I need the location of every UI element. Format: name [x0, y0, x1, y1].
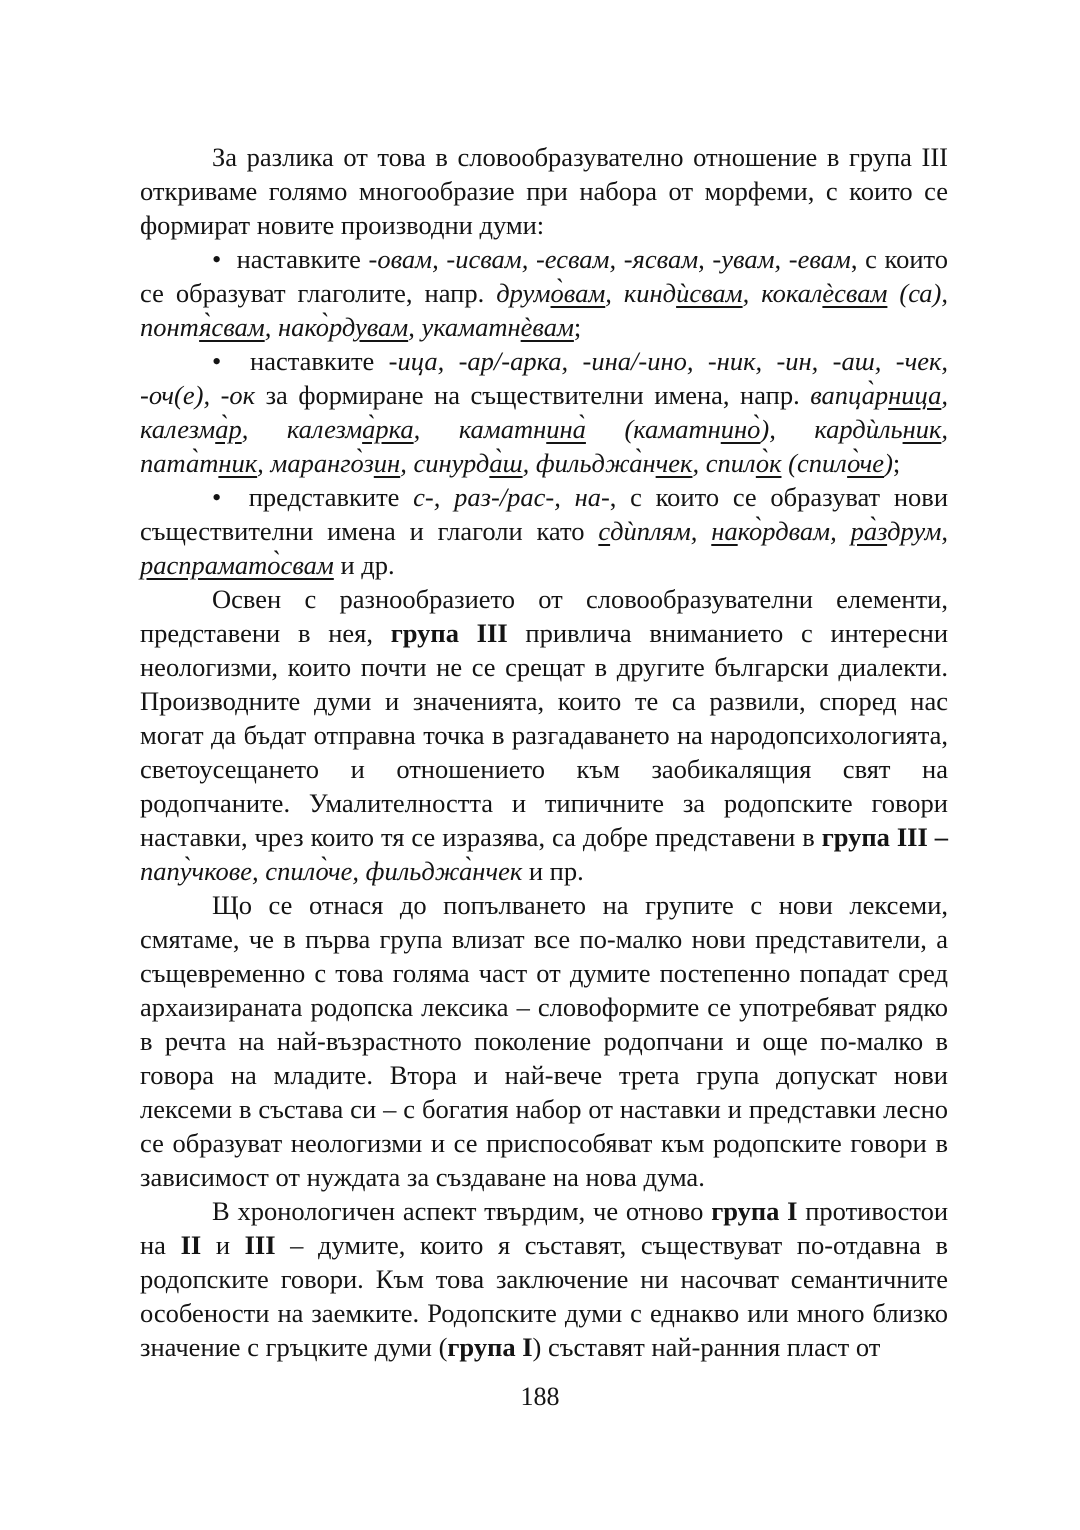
text-segment: II — [180, 1230, 202, 1260]
text-segment: чек — [655, 448, 693, 478]
text-segment: група III — [390, 618, 508, 648]
text-segment: ина̀ — [546, 414, 586, 444]
text-segment: кинд — [623, 278, 677, 308]
bullet-prefixes — [140, 480, 948, 582]
text-segment: о̀че — [847, 448, 885, 478]
text-segment: я̀свам — [199, 312, 265, 342]
text-segment: ин — [373, 448, 401, 478]
bullet-verb-suffixes — [140, 242, 948, 344]
text-segment: ѐсвам — [822, 278, 888, 308]
text-segment: ра̀з — [850, 516, 888, 546]
text-segment: , пата̀т — [140, 414, 948, 478]
text-segment: -ица, -ар/-арка, -ина/-ино, -ник, -ин, -аш, -чек, -оч(е), -ок — [140, 346, 948, 410]
text-segment: а̀р — [215, 414, 242, 444]
bullet-noun-suffixes — [140, 344, 948, 480]
text-segment: ) — [884, 448, 893, 478]
text-segment: , — [690, 516, 712, 546]
text-segment: , — [941, 516, 949, 546]
para-neologisms — [140, 582, 948, 888]
text-segment: , синурд — [400, 448, 490, 478]
text-segment: ко̀рдвам — [737, 516, 831, 546]
text-segment: о̀вам — [550, 278, 606, 308]
text-segment: друм — [887, 516, 942, 546]
text-segment: , каматн — [413, 414, 547, 444]
text-segment: вапца̀р — [810, 380, 889, 410]
text-segment: привлича вниманието с интересни неологизми, които почти не се срещат в другите български диалекти. Производните думи и значенията, които те са развили, според нас могат да бъдат отправна точка в разгадаването на народопсихологията, светоусещането и отношението към заобикалящия свят на родопчаните. Умалителността и типичните за родопските говори наставки, чрез които тя се изразява, са добре представени в — [140, 618, 948, 852]
text-segment: Освен с разнообразието от словообразувателни елементи, представени в нея, — [140, 584, 948, 648]
para-chronology — [140, 1194, 948, 1364]
text-segment: увам — [354, 312, 409, 342]
text-segment: , укаматн — [408, 312, 521, 342]
text-segment: , нако̀рд — [264, 312, 355, 342]
text-segment: друм — [496, 278, 551, 308]
text-segment: В хронологичен аспект твърдим, че отново — [212, 1196, 712, 1226]
text-segment: дѝплям — [610, 516, 691, 546]
text-segment: За разлика от това в словообразувателно отношение в група III откриваме голямо многообразие при набора от морфеми, с които се формират новите производни думи: — [140, 142, 948, 240]
text-segment: ѝсвам — [676, 278, 743, 308]
text-segment: , маранго̀з — [257, 448, 374, 478]
text-segment: , калезм — [241, 414, 363, 444]
text-segment: с-, раз-/рас-, на- — [413, 482, 610, 512]
text-segment: ино̀ — [720, 414, 761, 444]
text-segment: ; — [573, 312, 582, 342]
text-segment: , спил — [692, 448, 756, 478]
text-segment: група I — [447, 1332, 533, 1362]
text-segment: ѐвам — [520, 312, 574, 342]
text-segment: (са), понт — [140, 278, 949, 342]
text-segment: ница — [888, 380, 942, 410]
text-segment: (спил — [781, 448, 848, 478]
text-segment: III — [244, 1230, 276, 1260]
text-segment: , — [830, 516, 851, 546]
text-segment: Що се отнася до попълването на групите с нови лексеми, смятаме, че в първа група влизат все по-малко нови представители, а същевременно с това голяма част от думите постепенно попадат сред архаизираната родопска лексика – словоформите се употребяват рядко в речта на най-възрастното поколение родопчани и още по-малко в говора на младите. Втора и най-вече трета група допускат нови лексеми в състава си – с богатия набор от наставки и представки лесно се образуват неологизми и се приспособяват към родопските говори в зависимост от нуждата за създаване на нова дума. — [140, 890, 948, 1192]
text-segment: , с които се образуват нови съществителни имена и глаголи като — [140, 482, 948, 546]
text-segment: (каматн — [585, 414, 721, 444]
text-segment: • наставките — [212, 346, 389, 376]
text-segment: а̀рка — [362, 414, 414, 444]
para-group-filling — [140, 888, 948, 1194]
text-segment: група I — [711, 1196, 798, 1226]
text-segment: , фильджа̀н — [522, 448, 656, 478]
page-number: 188 — [520, 1382, 560, 1411]
text-segment: противостои на — [140, 1196, 948, 1260]
text-segment: – думите, които я съставят, съществуват по-отдавна в родопските говори. Към това заключение ни насочват семантичните особености на заемките. Родопските думи с еднакво или много близко значение с гръцките думи ( — [140, 1230, 948, 1362]
text-segment: • наставките — [212, 244, 369, 274]
text-segment: за формиране на съществителни имена, напр. — [255, 380, 811, 410]
text-segment: група III – — [821, 822, 948, 852]
text-segment: -овам, -исвам, -есвам, -ясвам, -увам, -евам — [368, 244, 851, 274]
text-segment: ), кардѝль — [760, 414, 903, 444]
text-segment: , с които се образуват глаголите, напр. — [140, 244, 948, 308]
text-segment: а̀ш — [489, 448, 523, 478]
text-segment: с — [598, 516, 611, 546]
text-segment: ник — [902, 414, 942, 444]
text-segment: папу̀чкове, спило̀че, фильджа̀нчек — [140, 856, 523, 886]
text-segment: и пр. — [522, 856, 584, 886]
text-segment: на — [711, 516, 738, 546]
text-segment: ) съставят най-ранния пласт от — [532, 1332, 881, 1362]
text-segment: о̀к — [755, 448, 782, 478]
text-segment: • представките — [212, 482, 414, 512]
text-segment: ; — [892, 448, 901, 478]
text-segment: ник — [218, 448, 258, 478]
text-segment: , кокал — [742, 278, 823, 308]
text-segment: распрамато̀свам — [140, 550, 334, 580]
text-segment: , калезм — [140, 380, 948, 444]
para-group3-intro — [140, 140, 948, 242]
text-segment: и др. — [333, 550, 395, 580]
text-segment: и — [201, 1230, 245, 1260]
text-block — [140, 140, 948, 1364]
text-segment: , — [605, 278, 624, 308]
